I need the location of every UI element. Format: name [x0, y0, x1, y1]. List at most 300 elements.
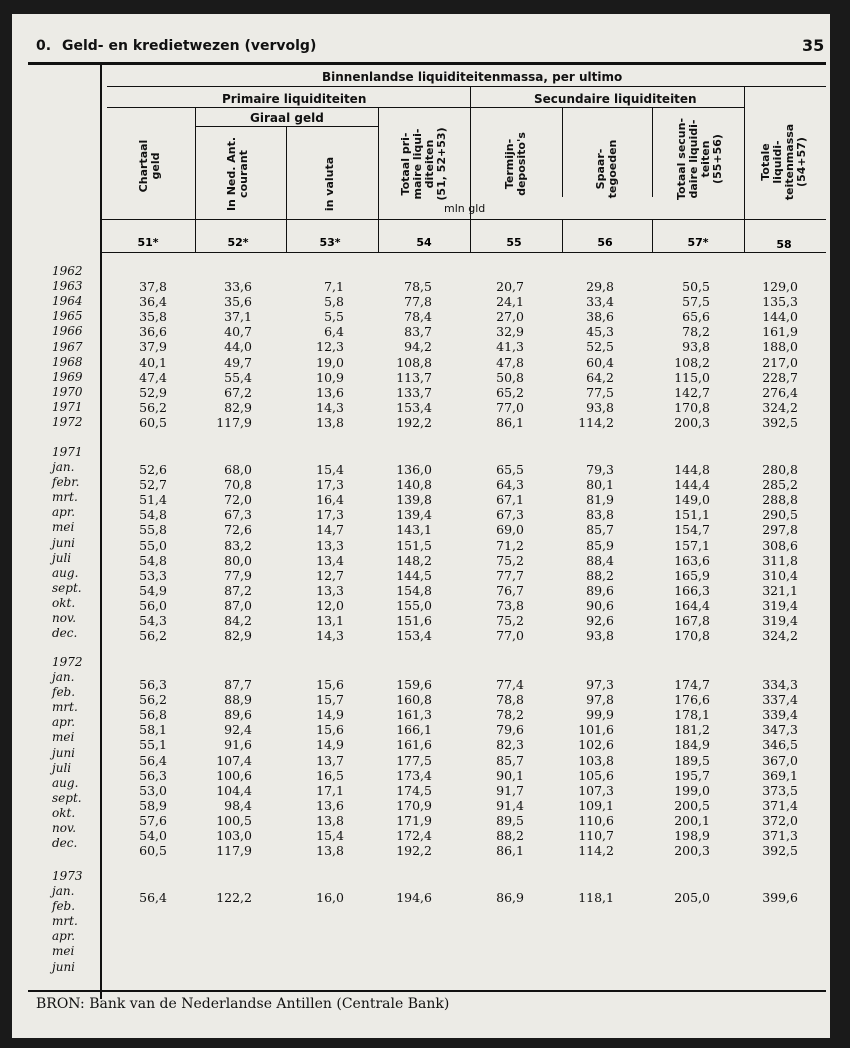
cell-value: 88,9: [224, 692, 252, 708]
cell-value: 104,4: [216, 782, 252, 798]
cell-value: 92,4: [224, 722, 252, 738]
cell-value: 170,8: [674, 628, 710, 644]
row-label: okt.: [52, 595, 76, 610]
cell-value: 80,1: [586, 477, 614, 493]
row-label: juni: [52, 959, 76, 974]
page-number: 35: [802, 36, 825, 55]
cell-value: 65,6: [682, 309, 710, 325]
cell-value: 367,0: [762, 752, 798, 768]
cell-value: 107,3: [578, 782, 614, 798]
cell-value: 54,8: [139, 552, 167, 568]
cell-value: 15,4: [316, 462, 344, 477]
cell-value: 64,3: [496, 477, 524, 493]
super-header: Binnenlandse liquiditeitenmassa, per ultimo: [322, 70, 623, 84]
cell-value: 86,1: [496, 843, 524, 859]
cell-value: 17,3: [316, 507, 344, 523]
cell-value: 35,8: [139, 309, 167, 325]
cell-value: 87,2: [224, 582, 252, 598]
cell-value: 72,0: [224, 492, 252, 508]
cell-value: 53,0: [139, 782, 167, 798]
cell-value: 321,1: [762, 582, 798, 598]
cell-value: 392,5: [762, 843, 798, 859]
cell-value: 82,9: [224, 628, 252, 644]
col-header-56: Spaar- tegoeden: [594, 139, 619, 199]
row-label: nov.: [52, 611, 77, 625]
row-label: juni: [52, 535, 76, 550]
cell-value: 189,5: [674, 752, 710, 768]
unit-label: mln gld: [444, 202, 486, 215]
cell-value: 78,5: [404, 279, 432, 294]
cell-value: 88,2: [496, 828, 524, 843]
cell-value: 346,5: [762, 737, 798, 753]
cell-value: 58,1: [139, 722, 167, 738]
cell-value: 177,5: [396, 752, 432, 768]
row-label: mrt.: [52, 700, 78, 715]
cell-value: 41,3: [496, 339, 524, 355]
cell-value: 40,7: [224, 324, 252, 340]
rule-numbers-top: [100, 219, 826, 220]
vline-3: [378, 107, 379, 237]
cell-value: 200,3: [674, 414, 710, 430]
bottom-rule: [28, 990, 826, 992]
cell-value: 153,4: [396, 628, 432, 644]
row-label: 1962: [52, 264, 83, 278]
cell-value: 65,5: [496, 462, 524, 477]
cell-value: 77,0: [496, 628, 524, 644]
cell-value: 56,0: [139, 597, 167, 613]
cell-value: 184,9: [674, 737, 710, 753]
cell-value: 100,6: [216, 767, 252, 783]
cell-value: 324,2: [762, 399, 798, 415]
col-header-54: Totaal pri- maire liqui- diteiten (51, 52+53): [399, 127, 448, 201]
cell-value: 89,6: [224, 707, 252, 723]
block-year-label: 1971: [52, 445, 83, 459]
cell-value: 55,8: [139, 522, 167, 538]
cell-value: 102,6: [578, 737, 614, 753]
cell-value: 149,0: [674, 492, 710, 508]
cell-value: 170,9: [396, 797, 432, 813]
num-sep-1: [195, 219, 196, 252]
row-label: jan.: [52, 884, 75, 898]
row-label: sept.: [52, 580, 82, 595]
cell-value: 87,0: [224, 597, 252, 613]
cell-value: 118,1: [578, 890, 614, 905]
cell-value: 170,8: [674, 399, 710, 415]
row-label: jan.: [52, 670, 75, 684]
cell-value: 13,8: [316, 812, 344, 828]
cell-value: 94,2: [404, 339, 432, 355]
block-year-label: 1972: [52, 655, 83, 669]
cell-value: 13,6: [316, 384, 344, 400]
cell-value: 117,9: [216, 414, 252, 430]
cell-value: 173,4: [396, 767, 432, 783]
cell-value: 129,0: [762, 279, 798, 294]
row-label: okt.: [52, 805, 76, 820]
cell-value: 188,0: [762, 339, 798, 355]
row-label: jan.: [52, 460, 75, 474]
cell-value: 24,1: [496, 294, 524, 310]
row-label: mei: [52, 944, 75, 959]
row-label: 1968: [52, 354, 83, 369]
cell-value: 72,6: [224, 522, 252, 538]
cell-value: 136,0: [396, 462, 432, 477]
cell-value: 139,4: [396, 507, 432, 523]
cell-value: 16,5: [316, 767, 344, 783]
col-header-58: Totale liquidi- teitenmassa (54+57): [759, 123, 808, 201]
cell-value: 83,7: [404, 324, 432, 340]
cell-value: 55,1: [139, 737, 167, 753]
cell-value: 115,0: [674, 369, 710, 385]
cell-value: 139,8: [396, 492, 432, 508]
cell-value: 133,7: [396, 384, 432, 400]
cell-value: 7,1: [324, 279, 344, 294]
cell-value: 50,5: [682, 279, 710, 294]
cell-value: 52,5: [586, 339, 614, 355]
cell-value: 280,8: [762, 462, 798, 477]
row-label: juli: [52, 550, 72, 565]
row-label: 1963: [52, 279, 83, 294]
cell-value: 174,7: [674, 677, 710, 692]
cell-value: 199,0: [674, 782, 710, 798]
cell-value: 91,7: [496, 782, 524, 798]
cell-value: 103,0: [216, 828, 252, 843]
cell-value: 70,8: [224, 477, 252, 493]
cell-value: 49,7: [224, 354, 252, 370]
cell-value: 13,1: [316, 613, 344, 628]
group-primary: Primaire liquiditeiten: [222, 92, 367, 106]
row-label: apr.: [52, 929, 76, 944]
cell-value: 56,3: [139, 677, 167, 692]
cell-value: 200,5: [674, 797, 710, 813]
cell-value: 50,8: [496, 369, 524, 385]
cell-value: 109,1: [578, 797, 614, 813]
num-sep-3: [378, 219, 379, 252]
cell-value: 392,5: [762, 414, 798, 430]
cell-value: 73,8: [496, 597, 524, 613]
cell-value: 81,9: [586, 492, 614, 508]
row-label: mei: [52, 730, 75, 745]
col-num-53: 53*: [319, 236, 341, 249]
cell-value: 160,8: [396, 692, 432, 708]
cell-value: 5,8: [324, 294, 344, 310]
row-label: apr.: [52, 715, 76, 730]
cell-value: 83,8: [586, 507, 614, 523]
cell-value: 15,6: [316, 677, 344, 692]
cell-value: 84,2: [224, 613, 252, 628]
cell-value: 13,7: [316, 752, 344, 768]
cell-value: 13,3: [316, 582, 344, 598]
row-label: nov.: [52, 821, 77, 835]
cell-value: 51,4: [139, 492, 167, 508]
section-number: 0.: [36, 38, 52, 54]
row-label: 1967: [52, 339, 83, 354]
cell-value: 77,8: [404, 294, 432, 310]
cell-value: 78,2: [682, 324, 710, 340]
cell-value: 108,8: [396, 354, 432, 370]
row-label: mrt.: [52, 914, 78, 929]
cell-value: 12,3: [316, 339, 344, 355]
cell-value: 198,9: [674, 828, 710, 843]
cell-value: 82,3: [496, 737, 524, 753]
cell-value: 60,4: [586, 354, 614, 370]
cell-value: 35,6: [224, 294, 252, 310]
row-label: 1971: [52, 399, 83, 414]
col-header-53: in valuta: [323, 156, 336, 212]
cell-value: 105,6: [578, 767, 614, 783]
cell-value: 310,4: [762, 567, 798, 583]
cell-value: 65,2: [496, 384, 524, 400]
cell-value: 29,8: [586, 279, 614, 294]
cell-value: 67,3: [224, 507, 252, 523]
cell-value: 13,6: [316, 797, 344, 813]
cell-value: 77,9: [224, 567, 252, 583]
cell-value: 308,6: [762, 537, 798, 553]
cell-value: 217,0: [762, 354, 798, 370]
cell-value: 14,9: [316, 707, 344, 723]
page: [12, 14, 830, 1038]
row-label: juni: [52, 745, 76, 760]
col-header-57: Totaal secun- daire liquidi- teiten (55+56): [675, 117, 724, 201]
cell-value: 114,2: [578, 414, 614, 430]
cell-value: 103,8: [578, 752, 614, 768]
cell-value: 76,7: [496, 582, 524, 598]
cell-value: 77,7: [496, 567, 524, 583]
col-num-58: 58: [776, 238, 792, 251]
col-num-54: 54: [416, 236, 432, 249]
cell-value: 161,6: [396, 737, 432, 753]
cell-value: 67,2: [224, 384, 252, 400]
row-label: 1969: [52, 369, 83, 384]
row-label: 1972: [52, 415, 83, 429]
cell-value: 285,2: [762, 477, 798, 493]
cell-value: 58,9: [139, 797, 167, 813]
source-note: BRON: Bank van de Nederlandse Antillen (Centrale Bank): [36, 996, 450, 1012]
cell-value: 399,6: [762, 890, 798, 905]
cell-value: 56,4: [139, 752, 167, 768]
cell-value: 151,5: [396, 537, 432, 553]
cell-value: 151,6: [396, 613, 432, 628]
cell-value: 57,5: [682, 294, 710, 310]
cell-value: 5,5: [324, 309, 344, 325]
cell-value: 228,7: [762, 369, 798, 385]
page-title: Geld- en kredietwezen (vervolg): [62, 38, 317, 54]
cell-value: 77,4: [496, 677, 524, 692]
cell-value: 166,1: [396, 722, 432, 738]
cell-value: 369,1: [762, 767, 798, 783]
cell-value: 55,0: [139, 537, 167, 553]
cell-value: 83,2: [224, 537, 252, 553]
cell-value: 144,0: [762, 309, 798, 325]
cell-value: 56,2: [139, 399, 167, 415]
cell-value: 373,5: [762, 782, 798, 798]
cell-value: 37,1: [224, 309, 252, 325]
cell-value: 15,4: [316, 828, 344, 843]
cell-value: 6,4: [324, 324, 344, 340]
cell-value: 165,9: [674, 567, 710, 583]
cell-value: 176,6: [674, 692, 710, 708]
vline-secondary-total: [744, 86, 745, 236]
cell-value: 153,4: [396, 399, 432, 415]
cell-value: 108,2: [674, 354, 710, 370]
cell-value: 47,8: [496, 354, 524, 370]
cell-value: 97,8: [586, 692, 614, 708]
cell-value: 372,0: [762, 812, 798, 828]
cell-value: 200,1: [674, 812, 710, 828]
cell-value: 75,2: [496, 613, 524, 628]
cell-value: 192,2: [396, 843, 432, 859]
num-sep-7: [744, 219, 745, 252]
cell-value: 97,3: [586, 677, 614, 692]
cell-value: 290,5: [762, 507, 798, 523]
cell-value: 79,6: [496, 722, 524, 738]
cell-value: 69,0: [496, 522, 524, 538]
cell-value: 297,8: [762, 522, 798, 538]
cell-value: 192,2: [396, 414, 432, 430]
cell-value: 135,3: [762, 294, 798, 310]
cell-value: 52,9: [139, 384, 167, 400]
cell-value: 60,5: [139, 414, 167, 430]
cell-value: 13,8: [316, 843, 344, 859]
row-label: dec.: [52, 626, 78, 641]
cell-value: 78,2: [496, 707, 524, 723]
row-label: apr.: [52, 505, 76, 520]
row-label: febr.: [52, 475, 80, 490]
cell-value: 64,2: [586, 369, 614, 385]
cell-value: 311,8: [762, 552, 798, 568]
cell-value: 140,8: [396, 477, 432, 493]
cell-value: 32,9: [496, 324, 524, 340]
cell-value: 85,7: [586, 522, 614, 538]
row-label: mrt.: [52, 490, 78, 505]
cell-value: 143,1: [396, 522, 432, 538]
cell-value: 79,3: [586, 462, 614, 477]
row-label: feb.: [52, 899, 76, 914]
num-sep-4: [470, 219, 471, 252]
cell-value: 68,0: [224, 462, 252, 477]
cell-value: 56,4: [139, 890, 167, 905]
cell-value: 20,7: [496, 279, 524, 294]
cell-value: 38,6: [586, 309, 614, 325]
cell-value: 86,1: [496, 414, 524, 430]
rule-groups: [107, 107, 744, 108]
cell-value: 54,9: [139, 582, 167, 598]
cell-value: 148,2: [396, 552, 432, 568]
cell-value: 178,1: [674, 707, 710, 723]
cell-value: 19,0: [316, 354, 344, 370]
cell-value: 16,0: [316, 890, 344, 905]
cell-value: 91,6: [224, 737, 252, 753]
cell-value: 56,2: [139, 692, 167, 708]
cell-value: 88,2: [586, 567, 614, 583]
cell-value: 47,4: [139, 369, 167, 385]
cell-value: 71,2: [496, 537, 524, 553]
cell-value: 174,5: [396, 782, 432, 798]
cell-value: 101,6: [578, 722, 614, 738]
cell-value: 142,7: [674, 384, 710, 400]
cell-value: 171,9: [396, 812, 432, 828]
cell-value: 117,9: [216, 843, 252, 859]
cell-value: 88,4: [586, 552, 614, 568]
cell-value: 13,8: [316, 414, 344, 430]
cell-value: 99,9: [586, 707, 614, 723]
cell-value: 44,0: [224, 339, 252, 355]
row-label: mei: [52, 520, 75, 535]
cell-value: 53,3: [139, 567, 167, 583]
cell-value: 154,7: [674, 522, 710, 538]
cell-value: 78,8: [496, 692, 524, 708]
cell-value: 113,7: [396, 369, 432, 385]
cell-value: 90,1: [496, 767, 524, 783]
cell-value: 90,6: [586, 597, 614, 613]
cell-value: 319,4: [762, 613, 798, 628]
cell-value: 371,4: [762, 797, 798, 813]
cell-value: 12,7: [316, 567, 344, 583]
cell-value: 337,4: [762, 692, 798, 708]
cell-value: 288,8: [762, 492, 798, 508]
cell-value: 10,9: [316, 369, 344, 385]
cell-value: 13,4: [316, 552, 344, 568]
rule-numbers-bottom: [100, 252, 826, 253]
cell-value: 27,0: [496, 309, 524, 325]
vline-6: [652, 107, 653, 197]
cell-value: 52,6: [139, 462, 167, 477]
cell-value: 144,8: [674, 462, 710, 477]
cell-value: 17,3: [316, 477, 344, 493]
cell-value: 77,5: [586, 384, 614, 400]
vline-5: [562, 107, 563, 197]
vline-1: [195, 107, 196, 237]
cell-value: 91,4: [496, 797, 524, 813]
cell-value: 92,6: [586, 613, 614, 628]
cell-value: 33,4: [586, 294, 614, 310]
cell-value: 110,7: [578, 828, 614, 843]
group-secondary: Secundaire liquiditeiten: [534, 92, 697, 106]
row-label: 1965: [52, 309, 83, 324]
cell-value: 52,7: [139, 477, 167, 493]
cell-value: 151,1: [674, 507, 710, 523]
cell-value: 122,2: [216, 890, 252, 905]
cell-value: 14,7: [316, 522, 344, 538]
cell-value: 77,0: [496, 399, 524, 415]
cell-value: 37,9: [139, 339, 167, 355]
cell-value: 157,1: [674, 537, 710, 553]
cell-value: 167,8: [674, 613, 710, 628]
col-header-51: Chartaal geld: [137, 139, 162, 193]
cell-value: 93,8: [586, 628, 614, 644]
cell-value: 334,3: [762, 677, 798, 692]
cell-value: 60,5: [139, 843, 167, 859]
cell-value: 56,2: [139, 628, 167, 644]
cell-value: 75,2: [496, 552, 524, 568]
cell-value: 319,4: [762, 597, 798, 613]
cell-value: 93,8: [682, 339, 710, 355]
num-sep-5: [562, 219, 563, 252]
cell-value: 347,3: [762, 722, 798, 738]
cell-value: 154,8: [396, 582, 432, 598]
row-label: sept.: [52, 790, 82, 805]
cell-value: 82,9: [224, 399, 252, 415]
row-label: aug.: [52, 565, 79, 580]
num-sep-6: [652, 219, 653, 252]
cell-value: 37,8: [139, 279, 167, 294]
cell-value: 56,3: [139, 767, 167, 783]
cell-value: 54,3: [139, 613, 167, 628]
cell-value: 36,6: [139, 324, 167, 340]
cell-value: 78,4: [404, 309, 432, 325]
cell-value: 80,0: [224, 552, 252, 568]
cell-value: 194,6: [396, 890, 432, 905]
cell-value: 89,5: [496, 812, 524, 828]
